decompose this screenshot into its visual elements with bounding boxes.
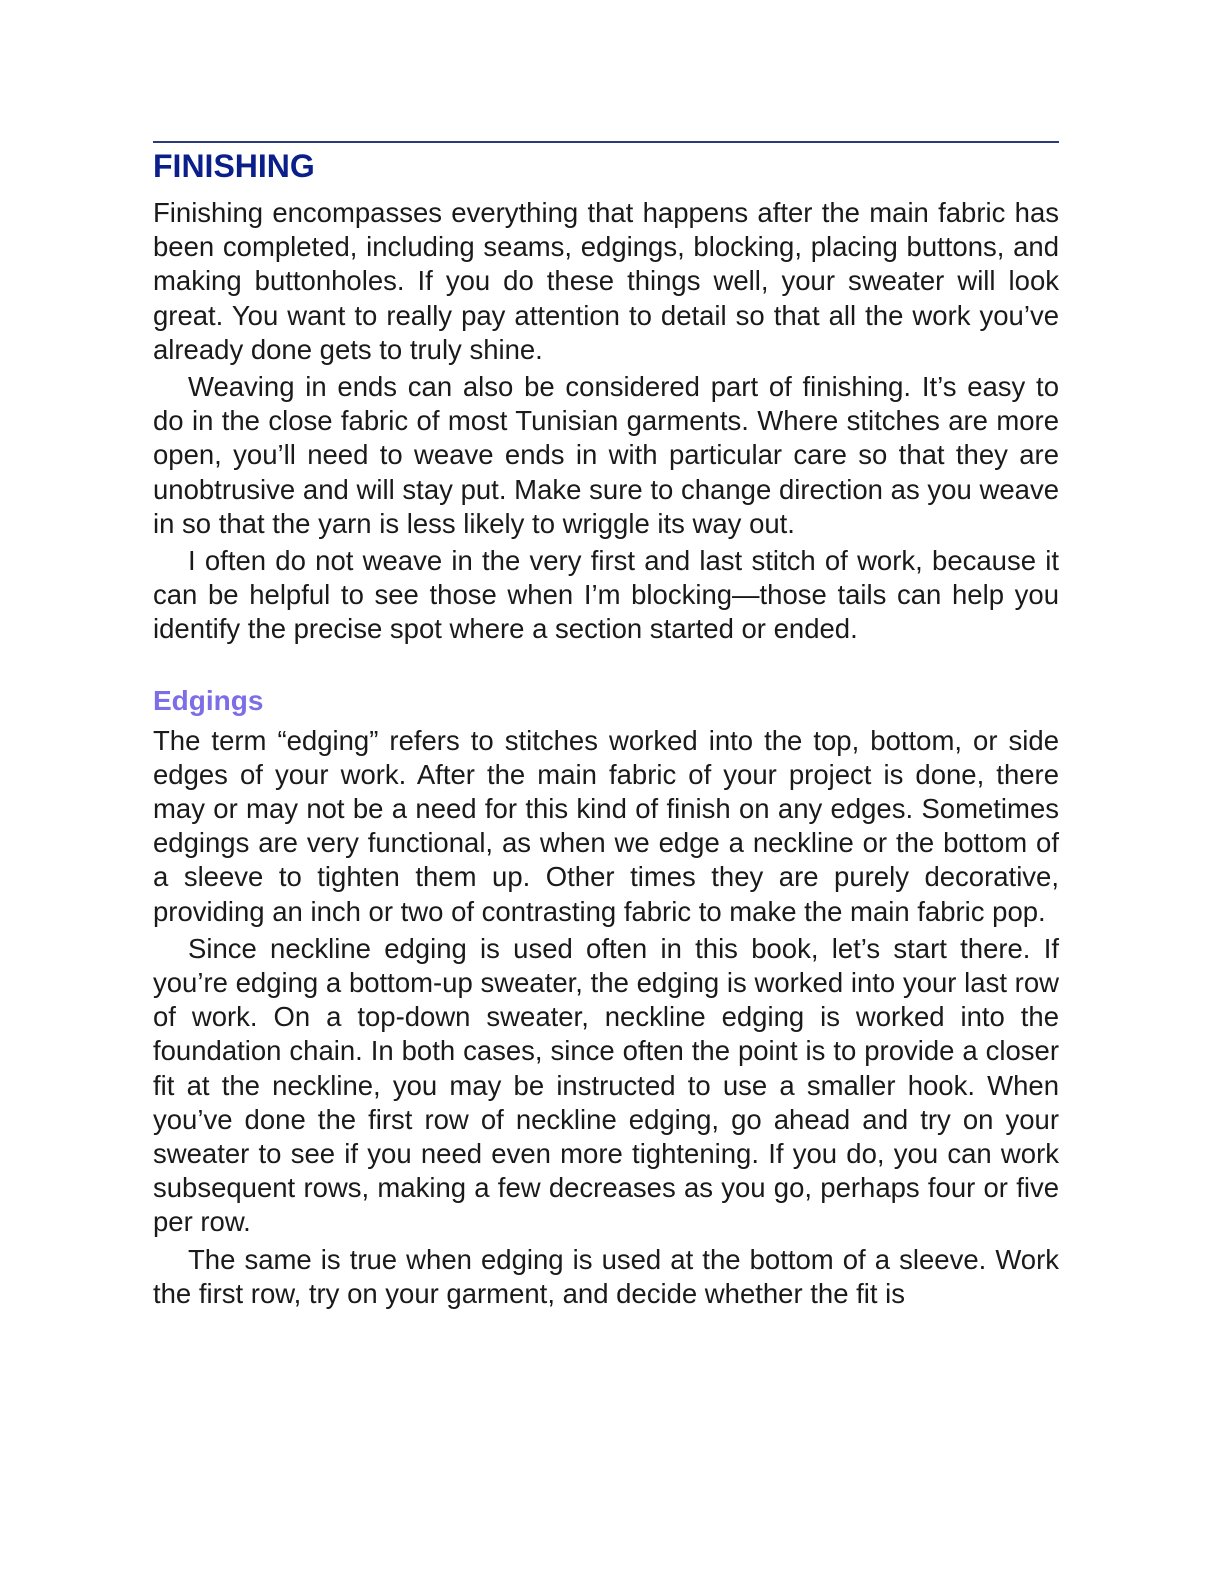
paragraph: The same is true when edging is used at the bottom of a sleeve. Work the first row, try on your garment, and decide whether the fit is [153,1243,1059,1309]
subsection-title: Edgings [153,684,264,716]
paragraph: Since neckline edging is used often in this book, let’s start there. If you’re edging a bottom-up sweater, the edging is worked into your last row of work. On a top-down sweater, neckline edging is worked into the foundation chain. In both cases, since often the point is to provide a closer fit at the neckline, you may be instructed to use a smaller hook. When you’ve done the first row of neckline edging, go ahead and try on your sweater to see if you need even more tightening. If you do, you can work subsequent rows, making a few decreases as you go, perhaps four or five per row. [153,932,1059,1238]
paragraph: Finishing encompasses everything that happens after the main fabric has been completed, including seams, edgings, blocking, placing buttons, and making buttonholes. If you do these things well, your sweater will look great. You want to really pay attention to detail so that all the work you’ve already done gets to truly shine. [153,197,1059,365]
section-divider [153,141,1059,143]
paragraph: Weaving in ends can also be considered part of finishing. It’s easy to do in the close fabric of most Tunisian garments. Where stitches are more open, you’ll need to weave ends in with particular care so that they are unobtrusive and will stay put. Make sure to change direction as you weave in so that the yarn is less likely to wriggle its way out. [153,371,1059,539]
paragraph: I often do not weave in the very first and last stitch of work, because it can be helpful to see those when I’m blocking—those tails can help you identify the precise spot where a section started or ended. [153,545,1059,645]
section-title: FINISHING [153,148,315,184]
document-page [153,141,1059,1314]
paragraph: The term “edging” refers to stitches worked into the top, bottom, or side edges of your work. After the main fabric of your project is done, there may or may not be a need for this kind of finish on any edges. Sometimes edgings are very functional, as when we edge a neckline or the bottom of a sleeve to tighten them up. Other times they are purely decorative, providing an inch or two of contrasting fabric to make the main fabric pop. [153,724,1059,927]
